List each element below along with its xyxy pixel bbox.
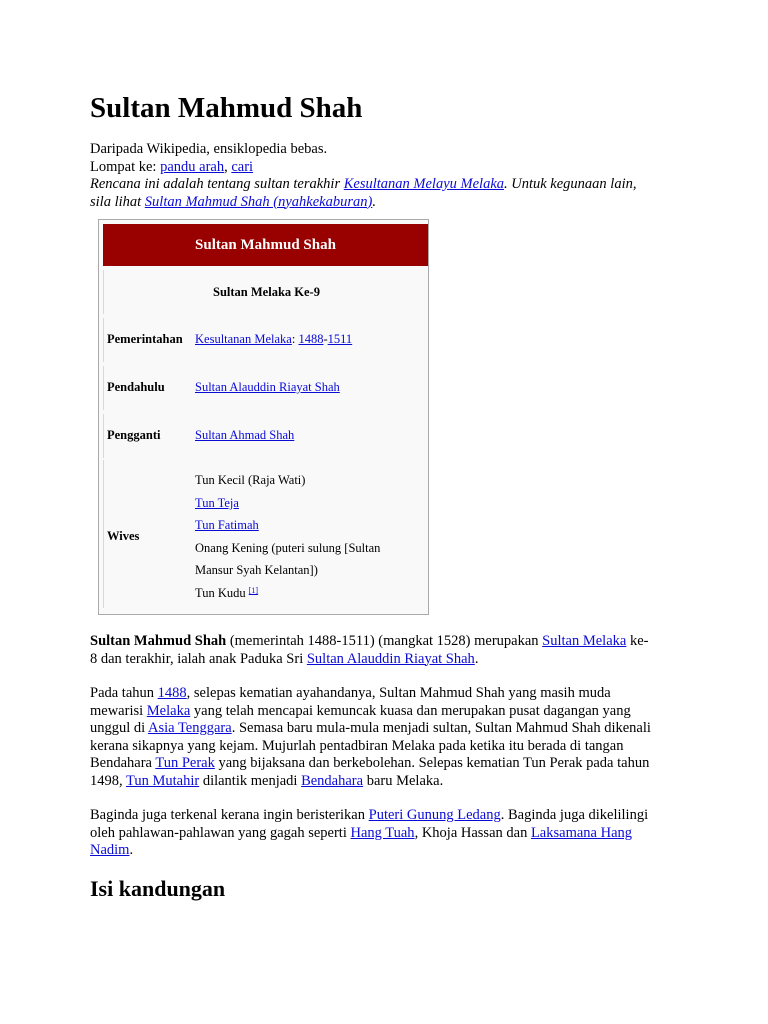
wives-list	[195, 469, 380, 605]
text: yang bijaksana dan berkebolehan. Selepas kematian Tun Perak pada tahun	[214, 755, 650, 771]
jump-prefix: Lompat ke:	[90, 158, 161, 175]
successor-label: Pengganti	[107, 428, 161, 442]
wives-label: Wives	[107, 529, 140, 543]
bold-name: Sultan Mahmud Shah	[90, 633, 227, 649]
predecessor-link[interactable]: Sultan Alauddin Riayat Shah	[195, 380, 340, 394]
text: yang telah mencapai kemuncak kuasa dan merupakan pusat dagangan yang	[190, 702, 631, 719]
link-hang-tuah[interactable]: Hang Tuah	[350, 824, 415, 841]
wife-link-tun-teja[interactable]: Tun Teja	[195, 495, 239, 510]
text: .	[474, 650, 479, 667]
text: .	[129, 842, 134, 858]
link-sultan-alauddin[interactable]: Sultan Alauddin Riayat Shah	[306, 650, 475, 667]
tagline: Daripada Wikipedia, ensiklopedia bebas.	[90, 141, 328, 157]
wife-item-cont: Mansur Syah Kelantan])	[195, 563, 318, 578]
jump-links	[90, 159, 690, 177]
successor-link[interactable]: Sultan Ahmad Shah	[195, 428, 295, 442]
text: unggul di	[90, 720, 149, 736]
wife-text: Tun Kudu	[195, 585, 249, 600]
page-title: Sultan Mahmud Shah	[90, 92, 363, 124]
intro-lines	[90, 141, 690, 211]
text: . Semasa baru mula-mula menjadi sultan, Sultan Mahmud Shah dikenali	[231, 720, 651, 736]
link-1488[interactable]: 1488	[157, 685, 187, 701]
text: . Baginda juga dikelilingi	[500, 807, 649, 823]
infobox-header: Sultan Mahmud Shah	[103, 224, 428, 266]
jump-nav-link[interactable]: pandu arah	[160, 158, 225, 175]
infobox-row-successor	[103, 414, 429, 458]
text: 8 dan terakhir, ialah anak Paduka Sri	[90, 650, 307, 667]
text: Bendahara	[90, 755, 156, 771]
infobox-row-wives	[103, 460, 429, 608]
reign-label: Pemerintahan	[107, 332, 183, 346]
reign-link-start[interactable]: 1488	[298, 332, 324, 346]
infobox-row-predecessor	[103, 366, 429, 410]
wife-item: Onang Kening (puteri sulung [Sultan	[195, 540, 381, 555]
reign-link-kesultanan[interactable]: Kesultanan Melaka	[195, 332, 292, 346]
reference-link[interactable]: [1]	[248, 585, 259, 595]
link-bendahara[interactable]: Bendahara	[301, 772, 364, 789]
text: Baginda juga terkenal kerana ingin beristerikan	[90, 807, 369, 823]
reign-value	[195, 332, 352, 347]
wife-link-tun-fatimah[interactable]: Tun Fatimah	[195, 518, 259, 533]
paragraph-2	[90, 685, 690, 790]
link-laksamana-hang-nadim-cont[interactable]: Nadim	[90, 842, 130, 858]
infobox-row-reign	[103, 318, 429, 362]
hatnote-text: . Untuk kegunaan lain,	[504, 176, 637, 192]
reign-colon: :	[291, 332, 299, 346]
text: baru Melaka.	[363, 772, 444, 789]
text: , Khoja Hassan dan	[414, 824, 531, 841]
link-tun-mutahir[interactable]: Tun Mutahir	[126, 772, 200, 789]
text: Pada tahun	[90, 685, 158, 701]
link-tun-perak[interactable]: Tun Perak	[155, 755, 215, 771]
text: mewarisi	[90, 702, 147, 719]
text: kerana sikapnya yang kejam. Mujurlah pentadbiran Melaka pada ketika itu berada di tangan	[90, 737, 624, 754]
hatnote-link-kesultanan[interactable]: Kesultanan Melayu Melaka	[343, 176, 504, 192]
hatnote-text: Rencana ini adalah tentang sultan terakhir	[90, 176, 344, 192]
text: oleh pahlawan-pahlawan yang gagah seperti	[90, 824, 351, 841]
text: 1498,	[90, 772, 126, 789]
hatnote-line-1	[90, 176, 690, 194]
link-sultan-melaka[interactable]: Sultan Melaka	[542, 633, 627, 649]
hatnote-text: .	[372, 193, 376, 210]
section-title-contents: Isi kandungan	[90, 876, 226, 901]
infobox-subtitle: Sultan Melaka Ke-9	[103, 270, 429, 314]
hatnote-text: sila lihat	[90, 193, 145, 210]
hatnote-link-disambiguation[interactable]: Sultan Mahmud Shah (nyahkekaburan)	[144, 193, 373, 210]
text: dilantik menjadi	[199, 772, 302, 789]
jump-sep: ,	[224, 158, 232, 175]
paragraph-3	[90, 807, 690, 860]
link-laksamana-hang-nadim[interactable]: Laksamana Hang	[530, 824, 633, 841]
text: (memerintah 1488-1511) (mangkat 1528) merupakan	[226, 633, 543, 649]
reign-link-end[interactable]: 1511	[327, 332, 353, 346]
wife-item: Tun Kecil (Raja Wati)	[195, 473, 306, 487]
link-melaka[interactable]: Melaka	[146, 702, 191, 719]
jump-search-link[interactable]: cari	[231, 158, 254, 175]
paragraph-1	[90, 633, 690, 668]
wife-item	[195, 582, 380, 605]
predecessor-label: Pendahulu	[107, 380, 165, 394]
link-asia-tenggara[interactable]: Asia Tenggara	[148, 720, 232, 736]
infobox	[98, 219, 429, 615]
text: , selepas kematian ayahandanya, Sultan Mahmud Shah yang masih muda	[186, 685, 611, 701]
text: ke-	[626, 633, 649, 649]
link-puteri-gunung-ledang[interactable]: Puteri Gunung Ledang	[368, 807, 501, 823]
hatnote-line-2	[90, 194, 690, 212]
reign-dash: -	[323, 332, 328, 346]
